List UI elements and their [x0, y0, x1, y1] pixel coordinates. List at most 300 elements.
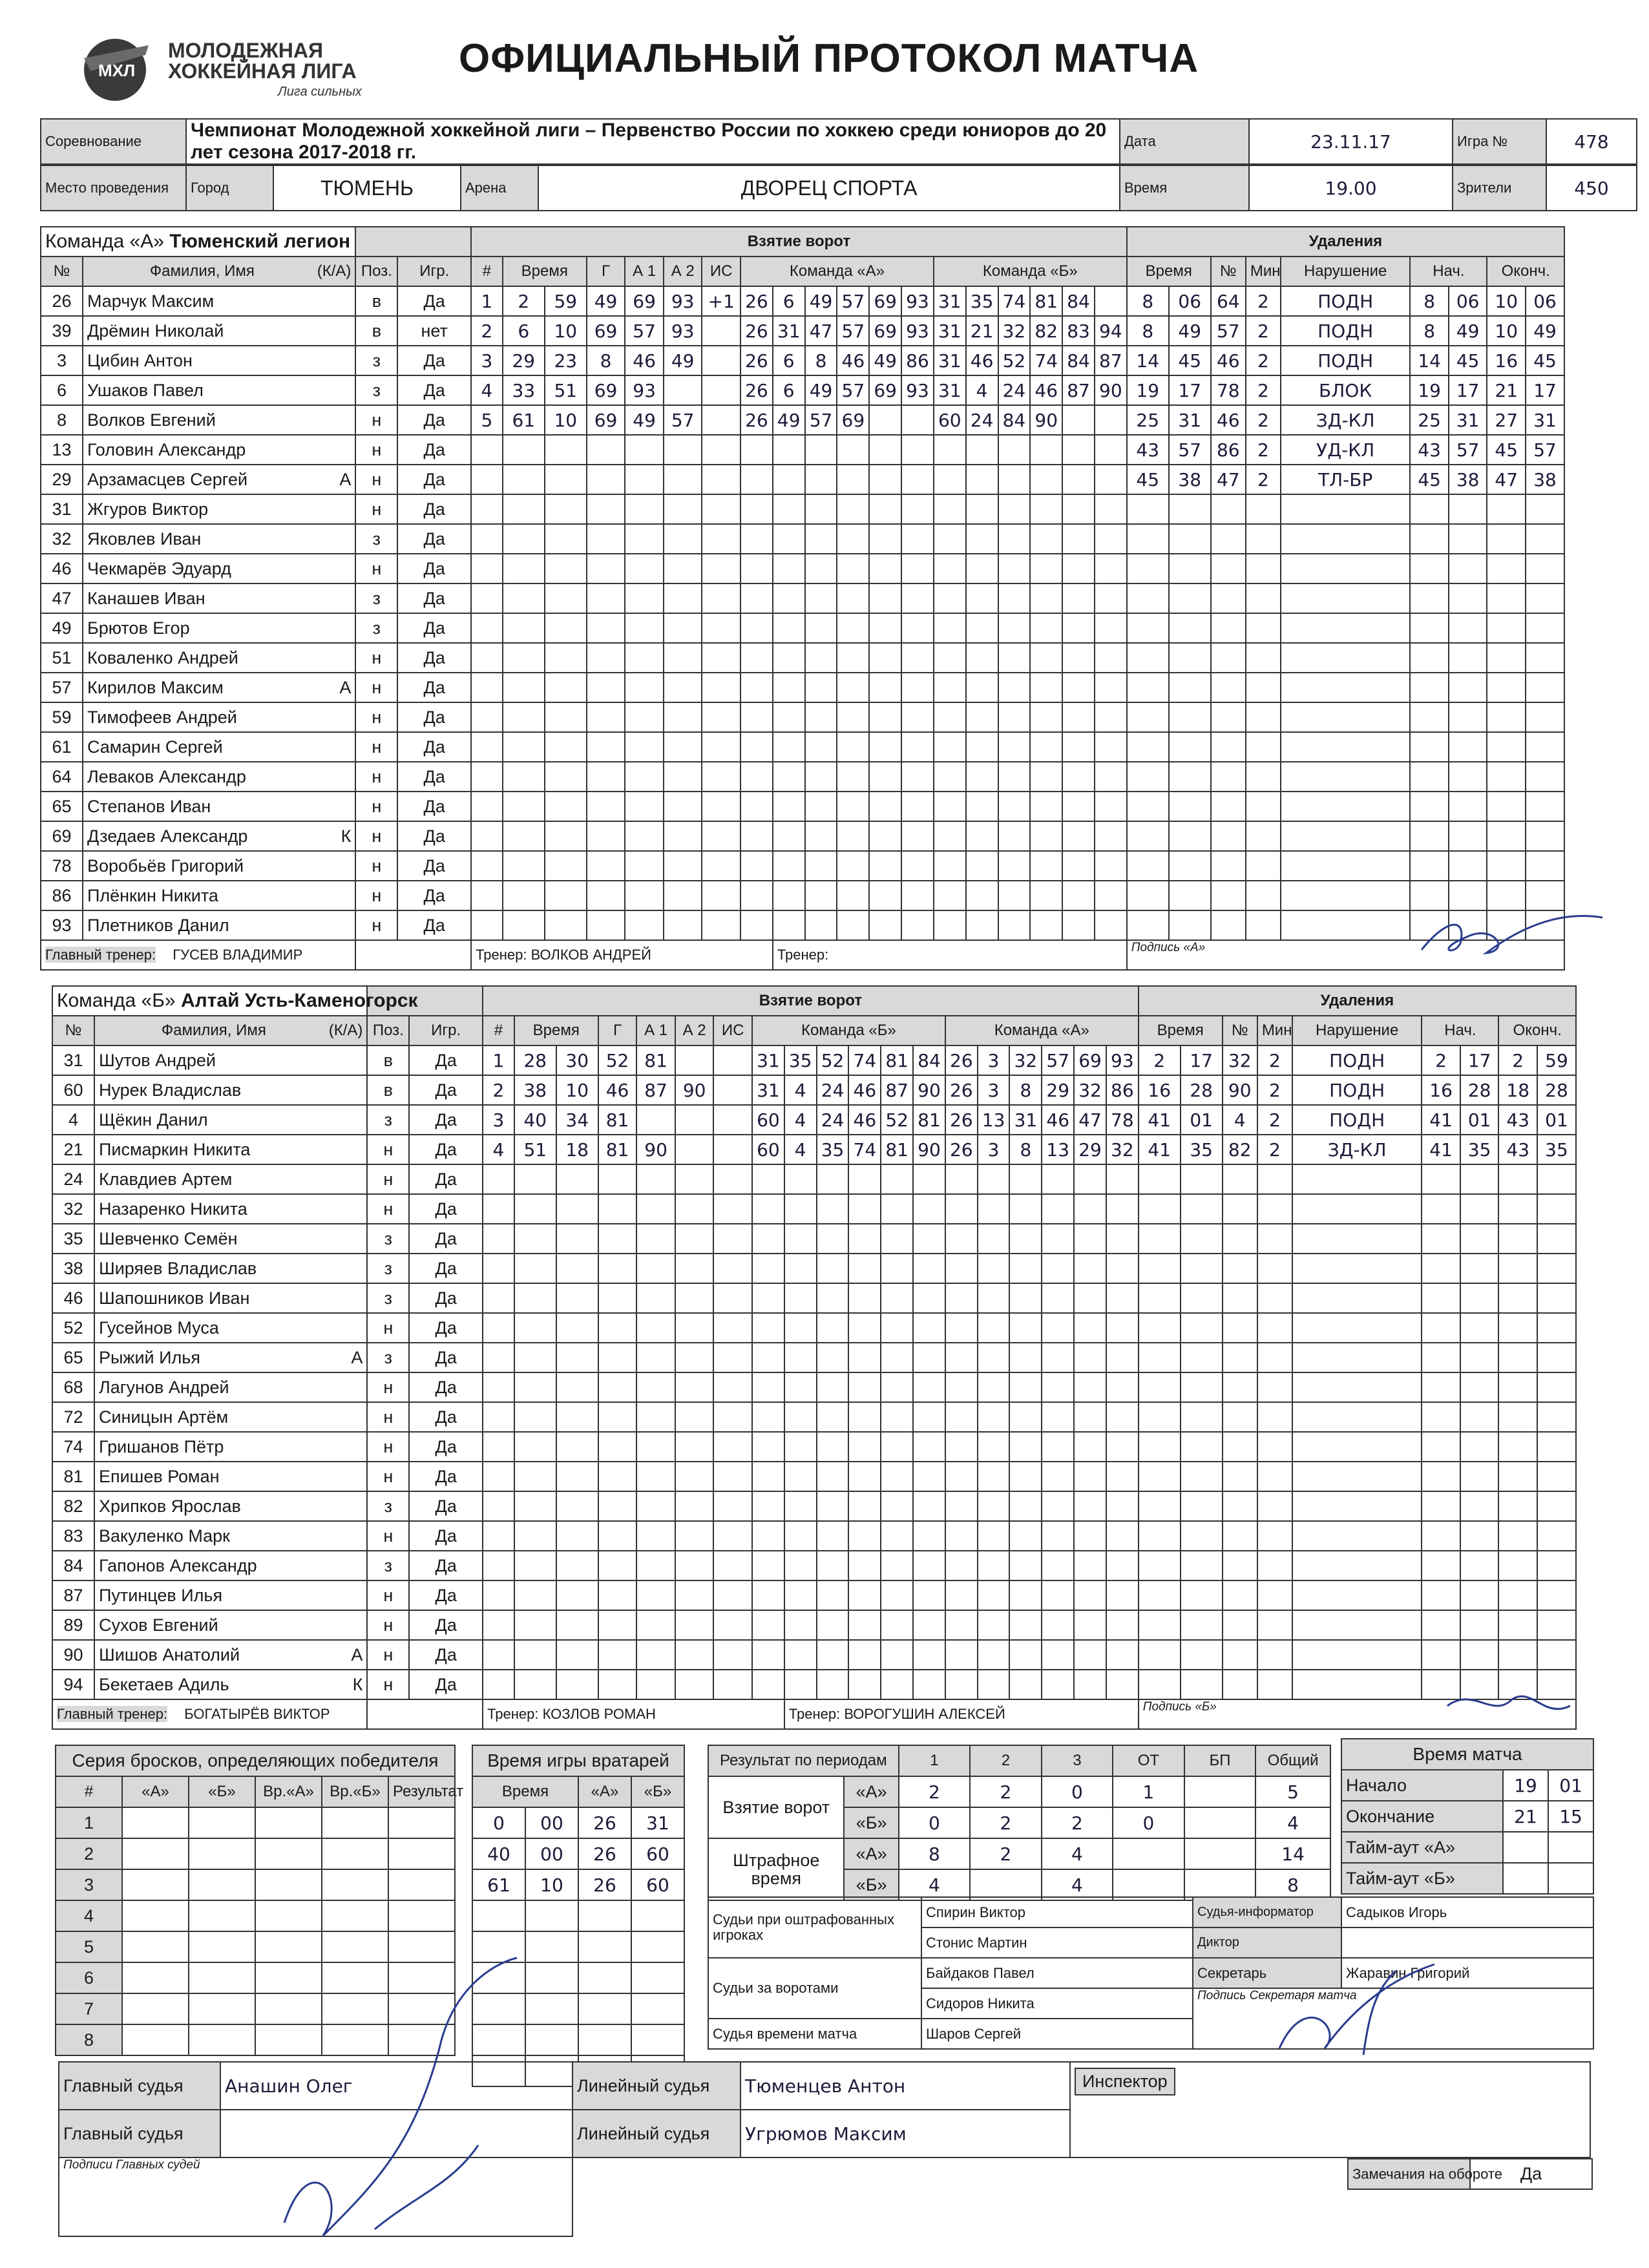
- player-number: 90: [52, 1640, 94, 1670]
- penalty-cell: 2: [1246, 435, 1281, 465]
- goal-cell: 57: [837, 316, 869, 346]
- period-value: 1: [1113, 1776, 1184, 1807]
- team-b-block: [52, 985, 1577, 1730]
- player-pos: з: [355, 524, 397, 554]
- player-name: Хрипков Ярослав: [98, 1496, 241, 1516]
- goal-cell: 31: [934, 286, 966, 316]
- player-row: [41, 821, 1564, 851]
- col-violation: Нарушение: [1281, 257, 1410, 286]
- penalty-cell: 8: [1127, 286, 1169, 316]
- penalty-cell: 10: [1487, 316, 1526, 346]
- player-pos: н: [355, 851, 397, 881]
- teamA-goals-header: Взятие ворот: [471, 227, 1127, 257]
- player-row: [52, 1164, 1576, 1194]
- goal-cell: 60: [934, 405, 966, 435]
- player-number: 74: [52, 1432, 94, 1462]
- teamA-table: [40, 226, 1565, 971]
- penalty-cell: 19: [1410, 375, 1449, 405]
- player-pos: н: [367, 1194, 409, 1224]
- goal-cell: 26: [945, 1135, 978, 1164]
- player-row: [41, 792, 1564, 821]
- penalty-cell: ЗД-КЛ: [1281, 405, 1410, 435]
- player-row: [41, 762, 1564, 792]
- goal-cell: 49: [587, 286, 625, 316]
- col-played: Игр.: [409, 1016, 483, 1045]
- period-row-label: Штрафное время: [708, 1838, 844, 1900]
- goal-cell: 86: [1106, 1075, 1139, 1105]
- period-value: 2: [970, 1776, 1042, 1807]
- goal-cell: 81: [636, 1045, 675, 1075]
- player-played: Да: [409, 1343, 483, 1372]
- goal-cell: 28: [514, 1045, 556, 1075]
- player-number: 21: [52, 1135, 94, 1164]
- penalty-cell: 2: [1498, 1045, 1537, 1075]
- goal-cell: 31: [934, 375, 966, 405]
- period-value: 2: [899, 1776, 971, 1807]
- player-played: Да: [409, 1164, 483, 1194]
- date-value: 23.11.17: [1249, 119, 1453, 164]
- goal-cell: 49: [773, 405, 805, 435]
- player-played: Да: [397, 375, 471, 405]
- remarks-table: [1347, 2158, 1593, 2190]
- col-pen-num: №: [1211, 257, 1246, 286]
- penalty-cell: 17: [1181, 1045, 1223, 1075]
- player-pos: з: [367, 1224, 409, 1254]
- goal-cell: 8: [587, 346, 625, 375]
- player-row: [52, 1670, 1576, 1699]
- teamB-name: Алтай Усть-Каменогорск: [180, 990, 418, 1011]
- goal-cell: 61: [503, 405, 545, 435]
- period-value: 0: [1042, 1776, 1113, 1807]
- player-played: Да: [397, 821, 471, 851]
- goal-cell: [675, 1045, 714, 1075]
- penalty-cell: 46: [1211, 405, 1246, 435]
- goal-cell: 26: [740, 316, 773, 346]
- col-pos: Поз.: [355, 257, 397, 286]
- player-row: [41, 346, 1564, 375]
- col-min: Мин: [1246, 257, 1281, 286]
- goal-cell: 3: [483, 1105, 514, 1135]
- goal-cell: 24: [817, 1105, 849, 1135]
- player-row: [41, 554, 1564, 583]
- goal-cell: 87: [881, 1075, 913, 1105]
- goal-cell: 90: [1030, 405, 1062, 435]
- player-played: Да: [409, 1075, 483, 1105]
- goalie-cell: 0: [472, 1807, 525, 1838]
- date-label: Дата: [1120, 119, 1249, 164]
- penalty-cell: 43: [1498, 1105, 1537, 1135]
- period-side: «Б»: [844, 1869, 898, 1900]
- penalty-cell: 38: [1526, 465, 1564, 494]
- player-number: 65: [52, 1343, 94, 1372]
- goalie-col-time: Время: [472, 1776, 578, 1807]
- spectators-label: Зрители: [1453, 165, 1546, 211]
- player-pos: з: [367, 1491, 409, 1521]
- goal-cell: 49: [805, 286, 837, 316]
- col-goal-time: Время: [514, 1016, 598, 1045]
- match-info-table: [40, 118, 1609, 211]
- goal-cell: 26: [740, 286, 773, 316]
- goal-cell: 49: [625, 405, 664, 435]
- player-name: Канашев Иван: [87, 588, 205, 608]
- goalie-title: Время игры вратарей: [472, 1745, 684, 1776]
- player-pos: з: [355, 346, 397, 375]
- player-pos: н: [367, 1135, 409, 1164]
- goal-cell: 90: [913, 1075, 945, 1105]
- goal-cell: [713, 1045, 752, 1075]
- player-number: 3: [41, 346, 83, 375]
- goal-cell: 2: [471, 316, 503, 346]
- penalty-cell: 17: [1449, 375, 1487, 405]
- player-name: Брютов Егор: [87, 618, 190, 638]
- player-number: 32: [52, 1194, 94, 1224]
- penalty-cell: ЗД-КЛ: [1292, 1135, 1422, 1164]
- player-played: Да: [409, 1432, 483, 1462]
- timekeeper: Шаров Сергей: [921, 2019, 1193, 2049]
- penalty-cell: 2: [1257, 1135, 1292, 1164]
- period-row-label: Взятие ворот: [708, 1776, 844, 1838]
- penalty-cell: 4: [1223, 1105, 1257, 1135]
- goal-cell: 60: [752, 1135, 784, 1164]
- penalty-cell: 41: [1422, 1135, 1460, 1164]
- player-played: Да: [397, 346, 471, 375]
- player-pos: н: [367, 1640, 409, 1670]
- player-pos: н: [367, 1580, 409, 1610]
- coach-label: Тренер:: [476, 947, 527, 963]
- goal-cell: 6: [773, 286, 805, 316]
- goal-cell: [702, 405, 740, 435]
- player-number: 13: [41, 435, 83, 465]
- penalty-cell: 49: [1449, 316, 1487, 346]
- goal-cell: 4: [784, 1105, 817, 1135]
- game-number: 478: [1546, 119, 1637, 164]
- city: ТЮМЕНЬ: [273, 165, 461, 211]
- goal-cell: 52: [998, 346, 1031, 375]
- team-sign-label: Подпись «А»: [1127, 940, 1564, 970]
- col-is: ИС: [713, 1016, 752, 1045]
- player-name: Кирилов Максим: [87, 677, 224, 697]
- player-ka: А: [339, 469, 352, 489]
- goal-cell: [675, 1105, 714, 1135]
- player-played: нет: [397, 316, 471, 346]
- goal-cell: 24: [817, 1075, 849, 1105]
- col-hash: #: [471, 257, 503, 286]
- col-a2: А 2: [675, 1016, 714, 1045]
- penalty-cell: 31: [1526, 405, 1564, 435]
- goal-cell: 29: [1074, 1135, 1106, 1164]
- goal-cell: 93: [901, 316, 934, 346]
- goal-cell: [713, 1135, 752, 1164]
- penalty-cell: 28: [1460, 1075, 1499, 1105]
- player-number: 59: [41, 702, 83, 732]
- player-name: Тимофеев Андрей: [87, 707, 237, 727]
- player-number: 87: [52, 1580, 94, 1610]
- col-end: Оконч.: [1498, 1016, 1576, 1045]
- shootout-col: «Б»: [189, 1776, 255, 1807]
- mhl-logo: [71, 32, 433, 110]
- goal-cell: 57: [1042, 1045, 1074, 1075]
- goal-cell: 49: [869, 346, 901, 375]
- player-number: 51: [41, 643, 83, 673]
- goal-cell: 33: [503, 375, 545, 405]
- period-value: [1184, 1807, 1256, 1838]
- col-g: Г: [598, 1016, 637, 1045]
- goal-cell: 87: [636, 1075, 675, 1105]
- goal-cell: [901, 405, 934, 435]
- penalty-cell: 45: [1526, 346, 1564, 375]
- goalie-cell: 26: [578, 1807, 631, 1838]
- player-played: Да: [409, 1580, 483, 1610]
- player-number: 84: [52, 1551, 94, 1580]
- remarks-value: Да: [1470, 2159, 1592, 2189]
- coach2: ВОРОГУШИН АЛЕКСЕЙ: [844, 1706, 1005, 1722]
- period-side: «А»: [844, 1838, 898, 1869]
- player-name: Дзедаев Александр: [87, 826, 248, 846]
- penalty-cell: 16: [1422, 1075, 1460, 1105]
- player-number: 47: [41, 583, 83, 613]
- player-number: 93: [41, 910, 83, 940]
- player-pos: н: [355, 673, 397, 702]
- goal-judge-1: Байдаков Павел: [921, 1958, 1193, 1988]
- competition: Чемпионат Молодежной хоккейной лиги – Первенство России по хоккею среди юниоров до 20 лет сезона 2017-2018 гг.: [186, 119, 1120, 164]
- penalty-cell: 86: [1211, 435, 1246, 465]
- player-pos: н: [367, 1313, 409, 1343]
- goal-cell: 93: [664, 286, 702, 316]
- period-value: 2: [1042, 1807, 1113, 1838]
- player-played: Да: [409, 1372, 483, 1402]
- player-pos: з: [355, 583, 397, 613]
- player-pos: н: [367, 1670, 409, 1699]
- goal-cell: 10: [545, 405, 587, 435]
- player-row: [41, 851, 1564, 881]
- announcer-label: Диктор: [1193, 1927, 1341, 1958]
- player-name: Плёнкин Никита: [87, 885, 218, 905]
- goal-judges-label: Судьи за воротами: [708, 1958, 921, 2019]
- signature-team-b: [1441, 1680, 1583, 1732]
- period-value: 5: [1255, 1776, 1330, 1807]
- player-played: Да: [397, 494, 471, 524]
- col-g: Г: [587, 257, 625, 286]
- player-name: Клавдиев Артем: [98, 1169, 233, 1189]
- player-row: [52, 1194, 1576, 1224]
- player-played: Да: [409, 1313, 483, 1343]
- player-row: [52, 1521, 1576, 1551]
- player-played: Да: [397, 792, 471, 821]
- player-row: [41, 405, 1564, 435]
- player-pos: н: [355, 435, 397, 465]
- penalty-cell: ТЛ-БР: [1281, 465, 1410, 494]
- player-row: [41, 881, 1564, 910]
- player-row: [41, 316, 1564, 346]
- player-pos: н: [367, 1372, 409, 1402]
- penalty-cell: 47: [1487, 465, 1526, 494]
- col-name: Фамилия, Имя: [161, 1022, 266, 1039]
- goal-cell: 23: [545, 346, 587, 375]
- video-judge-1: Спирин Виктор: [921, 1897, 1193, 1927]
- period-value: 4: [899, 1869, 971, 1900]
- player-ka: А: [351, 1347, 363, 1367]
- goalie-cell: 26: [578, 1869, 631, 1900]
- svg-text:МХЛ: МХЛ: [98, 61, 136, 80]
- goalie-col-b: «Б»: [631, 1776, 684, 1807]
- col-start: Нач.: [1410, 257, 1487, 286]
- period-col: 1: [899, 1745, 971, 1776]
- goal-cell: 69: [1074, 1045, 1106, 1075]
- period-value: [1184, 1776, 1256, 1807]
- player-pos: н: [367, 1432, 409, 1462]
- col-pen-time: Время: [1127, 257, 1211, 286]
- player-row: [41, 732, 1564, 762]
- player-row: [41, 643, 1564, 673]
- player-name: Марчук Максим: [87, 291, 215, 311]
- col-pen-num: №: [1223, 1016, 1257, 1045]
- player-played: Да: [397, 881, 471, 910]
- goal-cell: 4: [471, 375, 503, 405]
- col-start: Нач.: [1422, 1016, 1498, 1045]
- player-number: 38: [52, 1254, 94, 1283]
- goal-cell: 51: [545, 375, 587, 405]
- player-pos: н: [367, 1164, 409, 1194]
- player-name: Гусейнов Муса: [98, 1318, 219, 1338]
- player-number: 35: [52, 1224, 94, 1254]
- player-name: Ширяев Владислав: [98, 1258, 257, 1278]
- player-played: Да: [409, 1283, 483, 1313]
- goal-cell: 78: [1106, 1105, 1139, 1135]
- line-ref-label-1: Линейный судья: [572, 2062, 740, 2110]
- penalty-cell: 14: [1410, 346, 1449, 375]
- penalty-cell: 57: [1526, 435, 1564, 465]
- player-number: 46: [41, 554, 83, 583]
- col-a2: А 2: [664, 257, 702, 286]
- player-number: 57: [41, 673, 83, 702]
- shootout-col: #: [56, 1776, 122, 1807]
- player-played: Да: [397, 524, 471, 554]
- goal-cell: +1: [702, 286, 740, 316]
- period-value: [1113, 1869, 1184, 1900]
- penalty-cell: 46: [1211, 346, 1246, 375]
- goal-cell: 46: [966, 346, 998, 375]
- goal-cell: 4: [483, 1135, 514, 1164]
- player-name: Бекетаев Адиль: [98, 1674, 229, 1694]
- goal-cell: 84: [998, 405, 1031, 435]
- goal-cell: 69: [869, 316, 901, 346]
- player-row: [41, 524, 1564, 554]
- player-name: Степанов Иван: [87, 796, 211, 816]
- secretary-sign-label: Подпись Секретаря матча: [1193, 1988, 1593, 2049]
- player-row: [52, 1135, 1576, 1164]
- player-name: Назаренко Никита: [98, 1199, 247, 1219]
- player-played: Да: [409, 1521, 483, 1551]
- penalty-cell: 28: [1537, 1075, 1576, 1105]
- player-name: Шапошников Иван: [98, 1288, 250, 1308]
- player-number: 82: [52, 1491, 94, 1521]
- video-judge-2: Стонис Мартин: [921, 1927, 1193, 1958]
- period-col: 3: [1042, 1745, 1113, 1776]
- col-ka: (К/А): [317, 262, 352, 280]
- match-start-m: 01: [1548, 1770, 1593, 1801]
- match-start-label: Начало: [1341, 1770, 1503, 1801]
- timeout-a-label: Тайм-аут «А»: [1341, 1832, 1503, 1863]
- player-played: Да: [397, 702, 471, 732]
- goal-cell: 30: [556, 1045, 598, 1075]
- penalty-cell: 17: [1526, 375, 1564, 405]
- player-pos: н: [355, 762, 397, 792]
- goal-cell: 52: [881, 1105, 913, 1135]
- penalty-cell: 8: [1410, 316, 1449, 346]
- match-end-m: 15: [1548, 1801, 1593, 1832]
- player-number: 8: [41, 405, 83, 435]
- player-name: Яковлев Иван: [87, 529, 202, 549]
- penalty-cell: 43: [1498, 1135, 1537, 1164]
- line-ref-1: Тюменцев Антон: [740, 2062, 1070, 2110]
- player-pos: н: [355, 494, 397, 524]
- player-played: Да: [397, 613, 471, 643]
- goal-cell: 49: [805, 375, 837, 405]
- player-number: 61: [41, 732, 83, 762]
- goal-cell: 47: [805, 316, 837, 346]
- referees-signs-label: Подписи Главных судей: [59, 2158, 572, 2236]
- col-a1: А 1: [636, 1016, 675, 1045]
- match-time-table: [1341, 1738, 1594, 1895]
- player-row: [52, 1224, 1576, 1254]
- penalty-cell: 8: [1410, 286, 1449, 316]
- goal-cell: 46: [625, 346, 664, 375]
- goal-cell: 69: [587, 375, 625, 405]
- player-pos: н: [355, 910, 397, 940]
- goal-cell: 34: [556, 1105, 598, 1135]
- goal-cell: 24: [966, 405, 998, 435]
- player-played: Да: [409, 1135, 483, 1164]
- goal-cell: 69: [587, 405, 625, 435]
- player-pos: н: [367, 1610, 409, 1640]
- penalty-cell: 35: [1537, 1135, 1576, 1164]
- goal-cell: 84: [1062, 346, 1095, 375]
- player-number: 78: [41, 851, 83, 881]
- player-played: Да: [409, 1670, 483, 1699]
- goal-cell: 57: [625, 316, 664, 346]
- period-value: 2: [970, 1807, 1042, 1838]
- goal-cell: 1: [483, 1045, 514, 1075]
- penalty-cell: 31: [1449, 405, 1487, 435]
- player-number: 29: [41, 465, 83, 494]
- signature-secretary: [1266, 1951, 1460, 2068]
- main-ref-label-2: Главный судья: [59, 2110, 220, 2158]
- player-number: 94: [52, 1670, 94, 1699]
- player-row: [41, 494, 1564, 524]
- penalty-cell: 2: [1257, 1105, 1292, 1135]
- goal-cell: 51: [514, 1135, 556, 1164]
- player-row: [52, 1283, 1576, 1313]
- goal-cell: [1095, 286, 1127, 316]
- penalty-cell: 47: [1211, 465, 1246, 494]
- player-played: Да: [397, 851, 471, 881]
- signature-referee: [246, 1951, 569, 2255]
- goalie-cell: 26: [578, 1838, 631, 1869]
- goal-cell: 46: [1042, 1105, 1074, 1135]
- shootout-row-number: 5: [56, 1931, 122, 1962]
- player-row: [52, 1045, 1576, 1075]
- period-side: «А»: [844, 1776, 898, 1807]
- col-goal-team-opp: Команда «А»: [945, 1016, 1139, 1045]
- goal-cell: 69: [869, 375, 901, 405]
- goal-cell: 1: [471, 286, 503, 316]
- head-coach-label: Главный тренер:: [57, 1706, 168, 1722]
- penalty-cell: 57: [1211, 316, 1246, 346]
- goal-cell: 74: [848, 1135, 881, 1164]
- arena-label: Арена: [461, 165, 538, 211]
- player-pos: з: [355, 613, 397, 643]
- goal-cell: 94: [1095, 316, 1127, 346]
